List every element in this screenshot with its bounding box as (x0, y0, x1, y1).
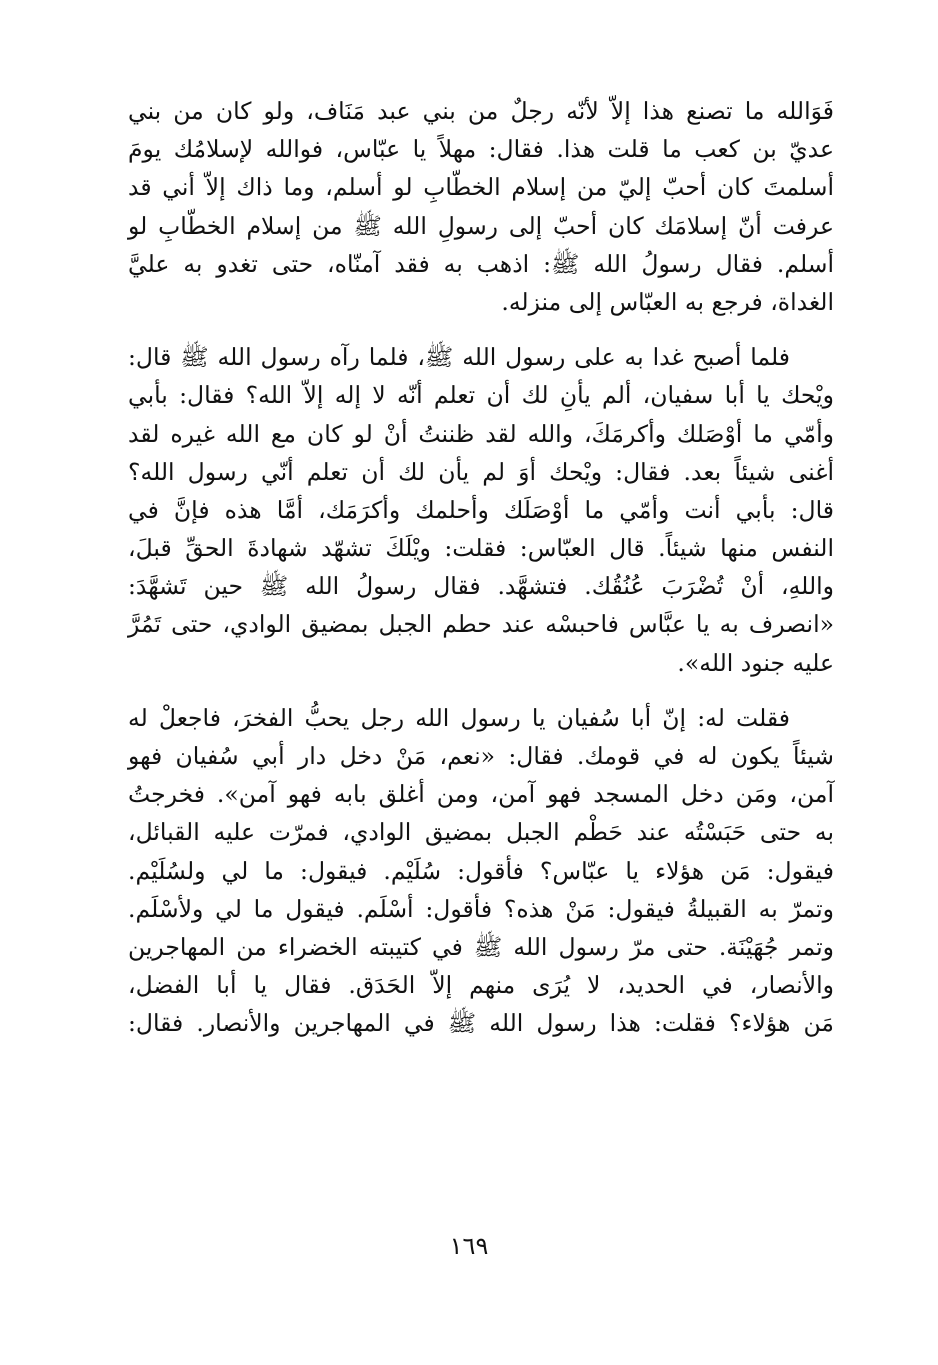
text-line: آمن، ومَن دخل المسجد فهو آمن، ومن أغلق بابه فهو آمن». فخرجتُ (128, 780, 834, 809)
text-line: فيقول: مَن هؤلاء يا عبّاس؟ فأقول: سُلَيْم. فيقول: ما لي ولسُلَيْم. (128, 856, 834, 885)
text-line: مَن هؤلاء؟ فقلت: هذا رسول الله ﷺ في المهاجرين والأنصار. فقال: (128, 1009, 834, 1038)
text-line: واللهِ، أنْ تُضْرَبَ عُنُقُك. فتشهَّد. فقال رسولُ الله ﷺ حين تَشهَّدَ: (128, 572, 834, 601)
text-line: وأمّي ما أوْصَلك وأكرمَكَ، والله لقد ظننتُ أنْ لو كان مع الله غيره لقد (128, 419, 834, 448)
paragraph-2 (128, 338, 834, 682)
text-line: النفس منها شيئاً. قال العبّاس: فقلت: ويْلَكَ تشهّد شهادةَ الحقِّ قبلَ، (128, 534, 834, 563)
text-line: الغداة، فرجع به العبّاس إلى منزله. (501, 287, 834, 316)
text-line: أسلم. فقال رسولُ الله ﷺ: اذهب به فقد آمنّاه، حتى تغدو به عليَّ (128, 249, 834, 278)
text-line: فقلت له: إنّ أبا سُفيان يا رسول الله رجل يحبُّ الفخرَ، فاجعلْ له (128, 703, 790, 732)
paragraph-3 (128, 699, 834, 1043)
text-line: وتمر جُهَيْنَة. حتى مرّ رسول الله ﷺ في كتيبته الخضراء من المهاجرين (128, 932, 834, 961)
page-number: ١٦٩ (449, 1232, 489, 1260)
text-line: شيئاً يكون له في قومك. فقال: «نعم، مَنْ دخل دار أبي سُفيان فهو (128, 742, 834, 770)
text-line: فلما أصبح غدا به على رسول الله ﷺ، فلما رآه رسول الله ﷺ قال: (128, 343, 790, 372)
text-line: أسلمتَ كان أحبّ إليّ من إسلام الخطّابِ لو أسلم، وما ذاك إلاّ أني قد (128, 173, 834, 202)
text-line: عليه جنود الله». (677, 648, 834, 677)
text-line: والأنصار، في الحديد، لا يُرَى منهم إلاّ الحَدَق. فقال يا أبا الفضل، (128, 971, 834, 1000)
text-line: فَوَالله ما تصنع هذا إلاّ لأنّه رجلٌ من بني عبد مَنَاف، ولو كان من بني (128, 97, 834, 125)
paragraph-1 (128, 92, 834, 321)
text-line: قال: بأبي أنت وأمّي ما أوْصَلَك وأحلمك وأكرَمَك، أمَّا هذه فإنَّ في (128, 495, 834, 524)
text-line: ويْحك يا أبا سفيان، ألم يأنِ لك أن تعلم أنّه لا إله إلاّ الله؟ فقال: بأبي (128, 381, 834, 410)
text-line: به حتى حَبَسْتُه عند حَطْم الجبل بمضيق الوادي، فمرّت عليه القبائل، (128, 818, 834, 847)
text-line: أغنى شيئاً بعد. فقال: ويْحك أوَ لم يأن لك أن تعلم أنّي رسول الله؟ (128, 457, 834, 486)
text-line: وتمرّ به القبيلةُ فيقول: مَنْ هذه؟ فأقول: أسْلَم. فيقول ما لي ولأسْلَم. (128, 894, 834, 923)
page-body (128, 92, 834, 1060)
text-line: «انصرف به يا عبَّاس فاحبسْه عند حطم الجبل بمضيق الوادي، حتى تَمُرَّ (128, 610, 834, 639)
text-line: عديّ بن كعب ما قلت هذا. فقال: مهلاً يا عبّاس، فوالله لإسلامُك يومَ (128, 135, 834, 164)
text-line: عرفت أنّ إسلامَك كان أحبّ إلى رسولِ الله ﷺ من إسلام الخطّابِ لو (128, 211, 834, 240)
